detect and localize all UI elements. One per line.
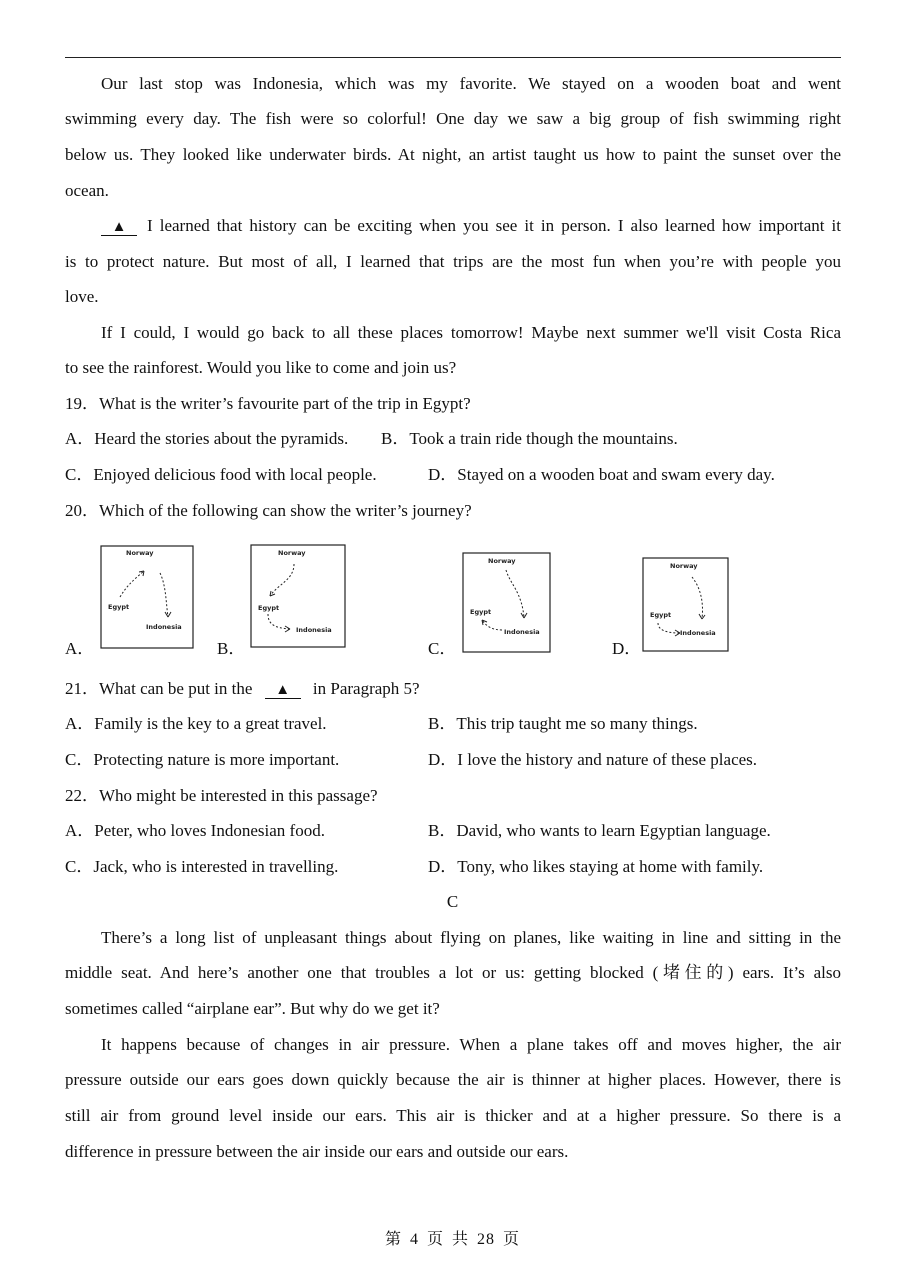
map-label-indonesia: Indonesia bbox=[296, 626, 332, 634]
footer-prefix: 第 bbox=[384, 1231, 402, 1248]
q21-stem-before: 21．What can be put in the bbox=[65, 679, 253, 698]
passage-line: sometimes called “airplane ear”. But why do we get it? bbox=[65, 999, 440, 1018]
passage-line: swimming every day. The fish were so colorful! One day we saw a big group of fish swimming right bbox=[65, 109, 841, 128]
map-label-egypt: Egypt bbox=[470, 608, 492, 616]
q19-option-b[interactable]: B．Took a train ride though the mountains. bbox=[381, 429, 678, 448]
q20-option-a-label[interactable]: A． bbox=[65, 639, 95, 658]
q20-map-b[interactable] bbox=[250, 544, 347, 648]
section-heading-c: C bbox=[446, 892, 459, 911]
q20-option-b-label[interactable]: B． bbox=[217, 639, 246, 658]
passage-line: below us. They looked like underwater birds. At night, an artist taught us how to paint the sunset over the bbox=[65, 145, 841, 164]
q22-option-b[interactable]: B．David, who wants to learn Egyptian language. bbox=[428, 821, 771, 840]
map-label-norway: Norway bbox=[126, 549, 154, 557]
passage-line: difference in pressure between the air inside our ears and outside our ears. bbox=[65, 1142, 569, 1161]
passage-text: I learned that history can be exciting when you see it in person. I also learned how important it bbox=[147, 216, 841, 235]
q22-option-d[interactable]: D．Tony, who likes staying at home with family. bbox=[428, 857, 764, 876]
map-label-egypt: Egypt bbox=[108, 603, 130, 611]
q21-option-c[interactable]: C．Protecting nature is more important. bbox=[65, 750, 340, 769]
q20-option-c-label[interactable]: C． bbox=[428, 639, 457, 658]
passage-line: It happens because of changes in air pressure. When a plane takes off and moves higher, the air bbox=[101, 1035, 841, 1054]
map-label-egypt: Egypt bbox=[258, 604, 280, 612]
passage-line: is to protect nature. But most of all, I learned that trips are the most fun when you’re with people you bbox=[65, 252, 841, 271]
question-20-stem: 20．Which of the following can show the writer’s journey? bbox=[65, 501, 472, 520]
map-label-norway: Norway bbox=[670, 562, 698, 570]
map-label-indonesia: Indonesia bbox=[680, 629, 716, 637]
passage-line: pressure outside our ears goes down quickly because the air is thinner at higher places. However, there is bbox=[65, 1070, 841, 1089]
q21-option-b[interactable]: B．This trip taught me so many things. bbox=[428, 714, 698, 733]
question-21-stem bbox=[65, 678, 841, 700]
q19-option-c[interactable]: C．Enjoyed delicious food with local people. bbox=[65, 465, 377, 484]
map-label-indonesia: Indonesia bbox=[504, 628, 540, 636]
footer-total-pages: 28 bbox=[477, 1231, 496, 1248]
q20-map-c[interactable] bbox=[462, 552, 552, 654]
passage-line: to see the rainforest. Would you like to come and join us? bbox=[65, 358, 457, 377]
q22-option-a[interactable]: A．Peter, who loves Indonesian food. bbox=[65, 821, 325, 840]
page-footer bbox=[0, 1226, 905, 1249]
q22-option-c[interactable]: C．Jack, who is interested in travelling. bbox=[65, 857, 339, 876]
passage-line: middle seat. And here’s another one that troubles a lot or us: getting blocked (堵住的) ears. It’s also bbox=[65, 963, 841, 982]
map-label-norway: Norway bbox=[278, 549, 306, 557]
q19-option-d[interactable]: D．Stayed on a wooden boat and swam every day. bbox=[428, 465, 775, 484]
answer-blank: ▲ bbox=[265, 682, 301, 699]
passage-line bbox=[65, 215, 841, 237]
q20-map-a[interactable] bbox=[100, 545, 195, 649]
passage-line: Our last stop was Indonesia, which was my favorite. We stayed on a wooden boat and went bbox=[101, 74, 841, 93]
passage-line: ocean. bbox=[65, 181, 109, 200]
question-22-stem: 22．Who might be interested in this passage? bbox=[65, 786, 378, 805]
q20-map-d[interactable] bbox=[642, 557, 730, 653]
q21-option-a[interactable]: A．Family is the key to a great travel. bbox=[65, 714, 327, 733]
passage-line: There’s a long list of unpleasant things about flying on planes, like waiting in line and sitting in the bbox=[101, 928, 841, 947]
map-label-egypt: Egypt bbox=[650, 611, 672, 619]
footer-page-word: 页 bbox=[426, 1231, 444, 1248]
footer-page-number: 4 bbox=[409, 1231, 419, 1248]
footer-suffix: 页 bbox=[503, 1231, 521, 1248]
answer-blank: ▲ bbox=[101, 219, 137, 236]
footer-total-label: 共 bbox=[452, 1231, 470, 1248]
passage-line: love. bbox=[65, 287, 99, 306]
q21-option-d[interactable]: D．I love the history and nature of these places. bbox=[428, 750, 758, 769]
header-rule bbox=[65, 57, 841, 58]
map-label-norway: Norway bbox=[488, 557, 516, 565]
q20-option-d-label[interactable]: D． bbox=[612, 639, 642, 658]
passage-line: If I could, I would go back to all these places tomorrow! Maybe next summer we'll visit Costa Rica bbox=[101, 323, 841, 342]
question-19-stem: 19．What is the writer’s favourite part of the trip in Egypt? bbox=[65, 394, 471, 413]
q19-option-a[interactable]: A．Heard the stories about the pyramids. bbox=[65, 429, 349, 448]
passage-line: still air from ground level inside our ears. This air is thicker and at a higher pressure. So there is a bbox=[65, 1106, 841, 1125]
map-label-indonesia: Indonesia bbox=[146, 623, 182, 631]
q21-stem-after: in Paragraph 5? bbox=[312, 679, 420, 698]
